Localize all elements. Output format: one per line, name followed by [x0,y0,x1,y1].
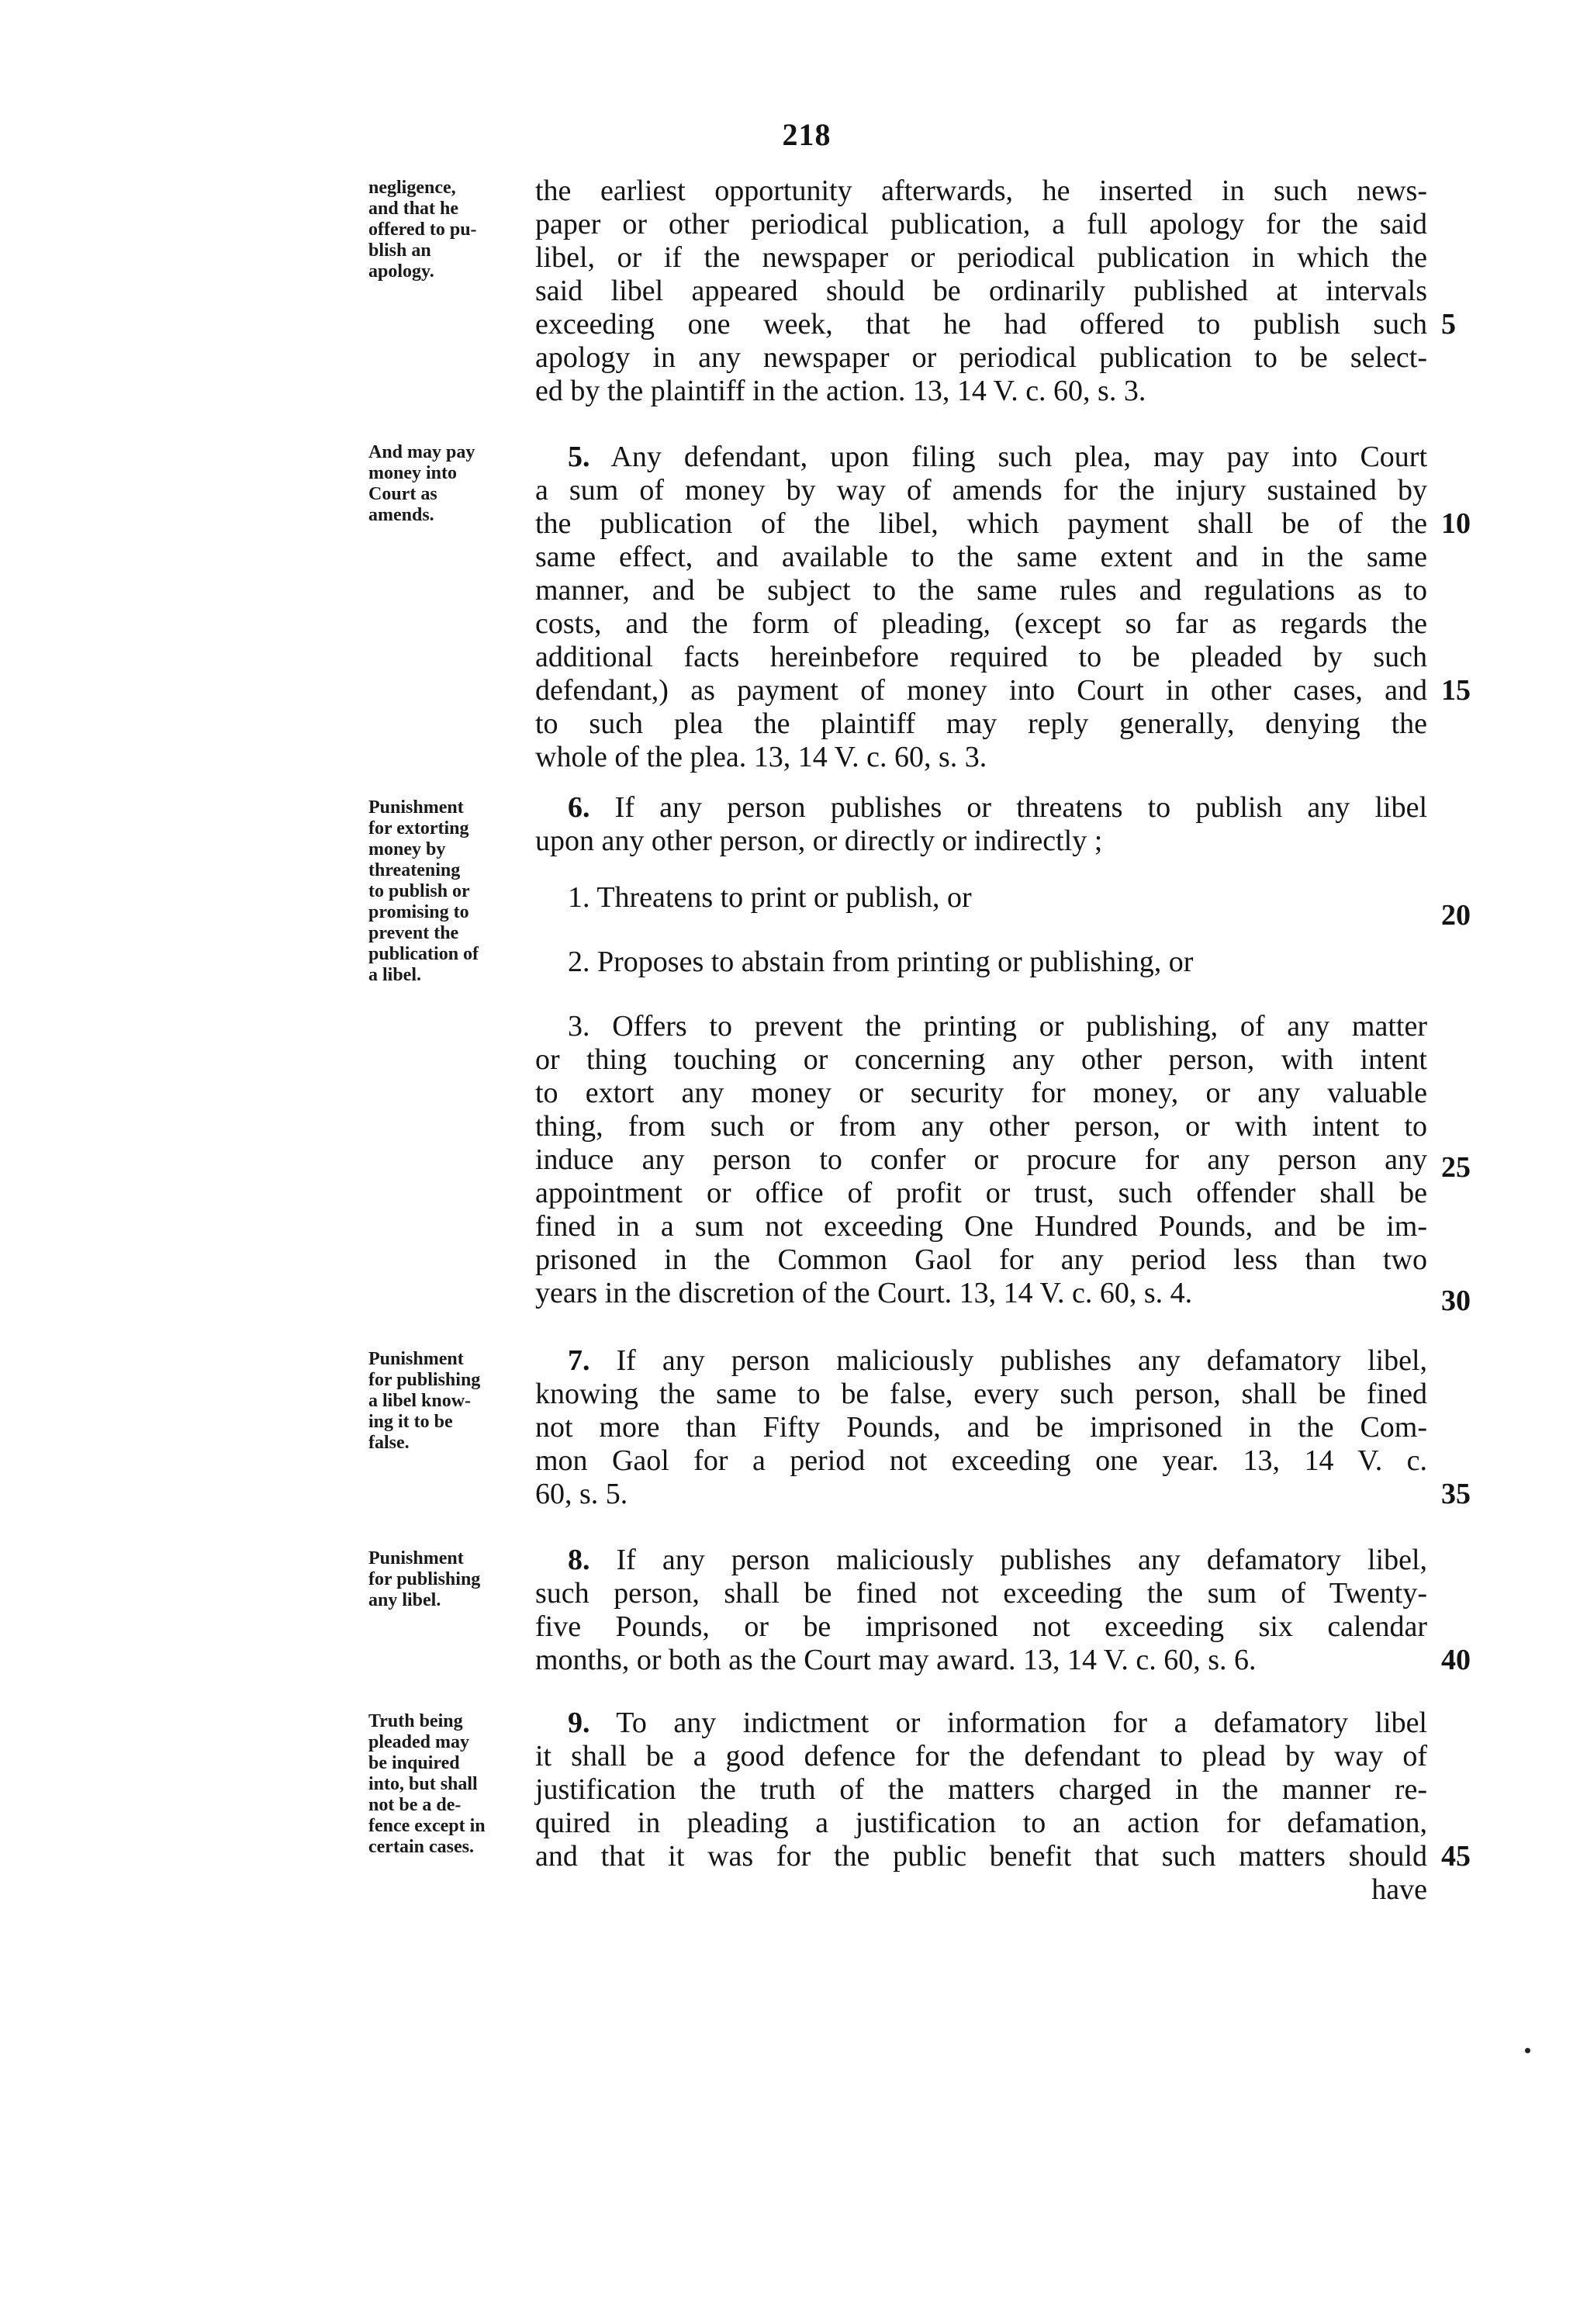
text-line: the publication of the libel, which payment shall be of the [535,507,1427,540]
text-line: knowing the same to be false, every such person, shall be fined [535,1378,1427,1410]
text-line: justification the truth of the matters charged in the manner re- [535,1773,1427,1806]
text-line: prisoned in the Common Gaol for any period less than two [535,1243,1427,1276]
section-text [535,1344,1427,1511]
note-line: publication of [368,944,479,964]
section-text [535,1707,1427,1907]
note-line: be inquired [368,1753,460,1773]
note-line: ing it to be [368,1412,453,1432]
text-line [535,441,1427,474]
section-number: 5. [568,441,590,473]
page-number: 218 [782,117,831,152]
marginal-note [368,797,527,986]
list-item: 2. Proposes to abstain from printing or publishing, or [568,946,1194,978]
note-line: for publishing [368,1569,481,1589]
note-line: Court as [368,484,437,504]
text-line: additional facts hereinbefore required to be pleaded by such [535,641,1427,673]
text-line [535,1544,1427,1577]
note-line: amends. [368,505,434,525]
text-line: 3. Offers to prevent the printing or publishing, of any matter [568,1010,1427,1043]
note-line: threatening [368,860,461,880]
note-line: Truth being [368,1711,463,1731]
note-line: false. [368,1433,410,1453]
note-line: prevent the [368,923,459,943]
section-text [535,791,1427,1310]
marginal-note [368,442,527,526]
text-line: a sum of money by way of amends for the injury sustained by [535,474,1427,507]
text-line: whole of the plea. 13, 14 V. c. 60, s. 3. [535,741,987,773]
section-text [535,1544,1427,1677]
text-line: defendant,) as payment of money into Court in other cases, and [535,674,1427,707]
note-line: money into [368,463,457,483]
section-text [535,441,1427,774]
text-line: five Pounds, or be imprisoned not exceeding six calendar [535,1610,1427,1643]
text-line: it shall be a good defence for the defendant to plead by way of [535,1740,1427,1772]
note-line: to publish or [368,881,470,901]
note-line: a libel. [368,965,422,985]
section-number: 7. [568,1344,590,1377]
note-line: negligence, [368,178,456,198]
text-line: quired in pleading a justification to an action for defamation, [535,1807,1427,1839]
text-line: years in the discretion of the Court. 13, 14 V. c. 60, s. 4. [535,1277,1193,1309]
note-line: money by [368,839,446,859]
text-line: manner, and be subject to the same rules and regulations as to [535,574,1427,607]
note-line: And may pay [368,442,475,462]
text-line [535,1707,1427,1740]
text-line: ed by the plaintiff in the action. 13, 14 V. c. 60, s. 3. [535,375,1146,407]
note-line: a libel know- [368,1391,472,1411]
text-line: same effect, and available to the same extent and in the same [535,541,1427,573]
line-number: 45 [1441,1840,1471,1873]
text-span: If any person maliciously publishes any defamatory libel, [589,1544,1427,1576]
note-line: into, but shall [368,1774,478,1794]
ink-speck [1525,2048,1530,2053]
note-line: for extorting [368,818,469,839]
note-line: not be a de- [368,1795,462,1815]
text-line: paper or other periodical publication, a full apology for the said [535,208,1427,240]
section-number: 9. [568,1707,590,1739]
text-span: If any person maliciously publishes any defamatory libel, [589,1344,1427,1377]
note-line: certain cases. [368,1837,474,1857]
note-line: fence except in [368,1816,486,1836]
text-line: to such plea the plaintiff may reply generally, denying the [535,707,1427,740]
line-number: 30 [1441,1285,1471,1317]
marginal-note [368,1349,527,1454]
text-line: appointment or office of profit or trust, such offender shall be [535,1177,1427,1209]
text-line: said libel appeared should be ordinarily published at intervals [535,275,1427,307]
text-line: induce any person to confer or procure for any person any [535,1143,1427,1176]
list-item: 1. Threatens to print or publish, or [568,881,972,914]
text-line: or thing touching or concerning any other person, with intent [535,1043,1427,1076]
note-line: Punishment [368,797,464,818]
note-line: Punishment [368,1548,464,1568]
note-line: offered to pu- [368,220,477,240]
marginal-note [368,178,527,282]
text-line: to extort any money or security for money, or any valuable [535,1077,1427,1109]
note-line: any libel. [368,1590,441,1610]
text-line: exceeding one week, that he had offered to publish such [535,308,1427,341]
text-line: such person, shall be fined not exceeding the sum of Twenty- [535,1577,1427,1610]
text-line: 60, s. 5. [535,1478,628,1510]
text-line: mon Gaol for a period not exceeding one year. 13, 14 V. c. [535,1444,1427,1477]
note-line: Punishment [368,1349,464,1369]
line-number: 25 [1441,1151,1471,1184]
text-line: thing, from such or from any other person, or with intent to [535,1110,1427,1143]
line-number: 5 [1441,308,1456,341]
section-text [535,175,1427,408]
note-line: blish an [368,240,431,261]
text-line [535,791,1427,825]
text-line: libel, or if the newspaper or periodical publication in which the [535,241,1427,274]
note-line: apology. [368,261,434,282]
text-line: not more than Fifty Pounds, and be imprisoned in the Com- [535,1411,1427,1444]
text-line: upon any other person, or directly or indirectly ; [535,825,1103,857]
text-line: fined in a sum not exceeding One Hundred Pounds, and be im- [535,1210,1427,1243]
line-number: 10 [1441,507,1471,540]
section-number: 8. [568,1544,590,1576]
text-line: the earliest opportunity afterwards, he inserted in such news- [535,175,1427,207]
marginal-note [368,1711,527,1858]
line-number: 20 [1441,899,1471,932]
line-number: 15 [1441,674,1471,707]
text-line: and that it was for the public benefit that such matters should [535,1840,1427,1873]
section-number: 6. [568,791,590,824]
marginal-note [368,1548,527,1611]
note-line: for publishing [368,1370,481,1390]
note-line: pleaded may [368,1732,470,1752]
text-line: costs, and the form of pleading, (except so far as regards the [535,607,1427,640]
catchword: have [1371,1873,1427,1906]
text-line: apology in any newspaper or periodical publication to be select- [535,341,1427,374]
line-number: 35 [1441,1478,1471,1510]
text-span: To any indictment or information for a defamatory libel [589,1707,1427,1739]
text-line: months, or both as the Court may award. 13, 14 V. c. 60, s. 6. [535,1644,1257,1676]
note-line: and that he [368,199,459,219]
text-span: Any defendant, upon filing such plea, may pay into Court [589,441,1427,473]
text-span: If any person publishes or threatens to publish any libel [589,791,1427,824]
line-number: 40 [1441,1644,1471,1676]
note-line: promising to [368,902,469,922]
text-line [535,1344,1427,1378]
